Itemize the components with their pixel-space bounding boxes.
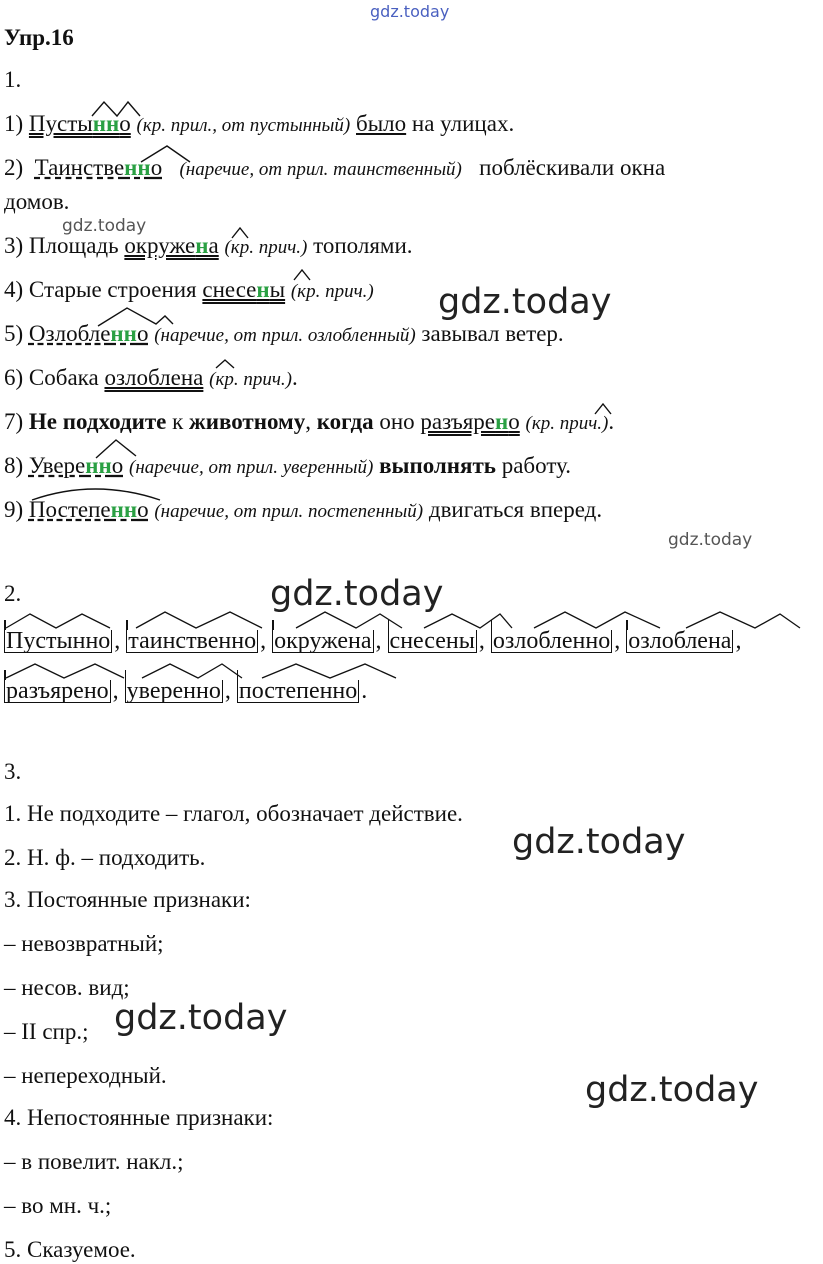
- morphed-word: Пустынно: [28, 111, 131, 136]
- parse-line: – II спр.;: [4, 1019, 89, 1044]
- analysed-word: окружена: [274, 628, 372, 654]
- sentence-rest: двигаться вперед.: [423, 497, 603, 522]
- grammar-note: (кр. прич.): [290, 281, 374, 302]
- morphed-word: разъярено: [420, 409, 520, 434]
- item-number: 2): [4, 155, 24, 180]
- sentence-rest: тополями.: [307, 233, 413, 258]
- sentence-text: ,: [305, 409, 317, 434]
- sentence-rest: работу.: [495, 453, 572, 478]
- grammar-note: (кр. прич.): [209, 369, 292, 390]
- item-number: 6): [4, 365, 24, 390]
- item-number: 5): [4, 321, 24, 346]
- sentence-1: [4, 110, 514, 140]
- sentence-start: Площадь: [28, 233, 125, 258]
- item-number: 8): [4, 453, 24, 478]
- grammar-note: (кр. прич.): [224, 237, 308, 258]
- watermark: gdz.today: [668, 530, 753, 550]
- sentence-5: [4, 320, 564, 350]
- morphed-word: Постепенно: [28, 497, 149, 522]
- bold-phrase: животному: [189, 409, 306, 434]
- item-number: 1): [4, 111, 24, 136]
- watermark-top: gdz.today: [370, 2, 450, 21]
- bold-phrase: когда: [316, 409, 374, 434]
- parse-line: 1. Не подходите – глагол, обозначает действие.: [4, 801, 463, 826]
- parse-line: – во мн. ч.;: [4, 1193, 112, 1218]
- sentence-rest: поблёскивали окна: [479, 155, 666, 180]
- bold-phrase: Не подходите: [28, 409, 167, 434]
- sentence-6: [4, 364, 298, 394]
- morphed-word: Озлобленно: [28, 321, 149, 346]
- item-number: 7): [4, 409, 24, 434]
- sentence-4: [4, 276, 374, 306]
- analysed-word: таинственно: [128, 628, 257, 654]
- parse-line: – несов. вид;: [4, 975, 130, 1000]
- parse-line: 3. Постоянные признаки:: [4, 887, 251, 912]
- analysed-word: озлобленно: [492, 628, 611, 654]
- watermark: gdz.today: [512, 822, 686, 862]
- morphed-word: снесены: [202, 277, 286, 302]
- sentence-start: Старые строения: [28, 277, 203, 302]
- morphed-word: озлоблена: [104, 365, 204, 390]
- analysed-word: снесены: [389, 628, 475, 654]
- grammar-note: (наречие, от прил. таинственный): [179, 159, 462, 180]
- morphed-word: Уверенно: [28, 453, 124, 478]
- bold-phrase: выполнять: [379, 453, 496, 478]
- watermark: gdz.today: [585, 1070, 759, 1110]
- section-2-number: 2.: [4, 581, 22, 606]
- sentence-start: Собака: [28, 365, 105, 390]
- section-1-number: 1.: [4, 67, 22, 92]
- item-number: 9): [4, 497, 24, 522]
- word-analysis-row-2: разъярено , уверенно , постепенно .: [6, 678, 368, 704]
- sentence-3: [4, 232, 413, 262]
- watermark: gdz.today: [62, 216, 147, 236]
- sentence-8: [4, 452, 571, 482]
- analysed-word: постепенно: [238, 678, 358, 704]
- sentence-text: к: [166, 409, 190, 434]
- sentence-2: [4, 154, 819, 184]
- exercise-title: Упр.16: [4, 25, 74, 50]
- grammar-note: (наречие, от прил. уверенный): [129, 457, 374, 478]
- verb-word: было: [356, 111, 407, 136]
- word-analysis-row-1: Пустынно , таинственно , окружена , снесены , озлобленно , озлоблена ,: [6, 628, 742, 654]
- morphed-word: Таинственно: [34, 155, 163, 180]
- sentence-rest: на улицах.: [406, 111, 515, 136]
- grammar-note: (наречие, от прил. озлобленный): [154, 325, 416, 346]
- item-number: 4): [4, 277, 24, 302]
- morphed-word: окружена: [124, 233, 219, 258]
- parse-line: – непереходный.: [4, 1063, 167, 1088]
- watermark: gdz.today: [270, 574, 444, 614]
- parse-line: – в повелит. накл.;: [4, 1149, 184, 1174]
- sentence-2-continuation: домов.: [4, 189, 70, 214]
- parse-line: 4. Непостоянные признаки:: [4, 1105, 274, 1130]
- parse-line: 5. Сказуемое.: [4, 1237, 136, 1262]
- grammar-note: (кр. прич.): [525, 413, 609, 434]
- analysed-word: разъярено: [6, 678, 109, 704]
- sentence-rest: .: [291, 365, 298, 390]
- analysed-word: уверенно: [126, 678, 221, 704]
- grammar-note: (кр. прил., от пустынный): [136, 115, 351, 136]
- sentence-rest: .: [608, 409, 615, 434]
- parse-line: – невозвратный;: [4, 931, 164, 956]
- analysed-word: озлоблена: [628, 628, 732, 654]
- grammar-note: (наречие, от прил. постепенный): [154, 501, 424, 522]
- sentence-7: [4, 408, 614, 438]
- parse-line: 2. Н. ф. – подходить.: [4, 845, 206, 870]
- section-3-number: 3.: [4, 759, 22, 784]
- sentence-9: [4, 496, 602, 526]
- item-number: 3): [4, 233, 24, 258]
- watermark: gdz.today: [114, 998, 288, 1038]
- sentence-text: оно: [373, 409, 421, 434]
- watermark: gdz.today: [438, 282, 612, 322]
- sentence-rest: завывал ветер.: [415, 321, 564, 346]
- analysed-word: Пустынно: [6, 628, 111, 654]
